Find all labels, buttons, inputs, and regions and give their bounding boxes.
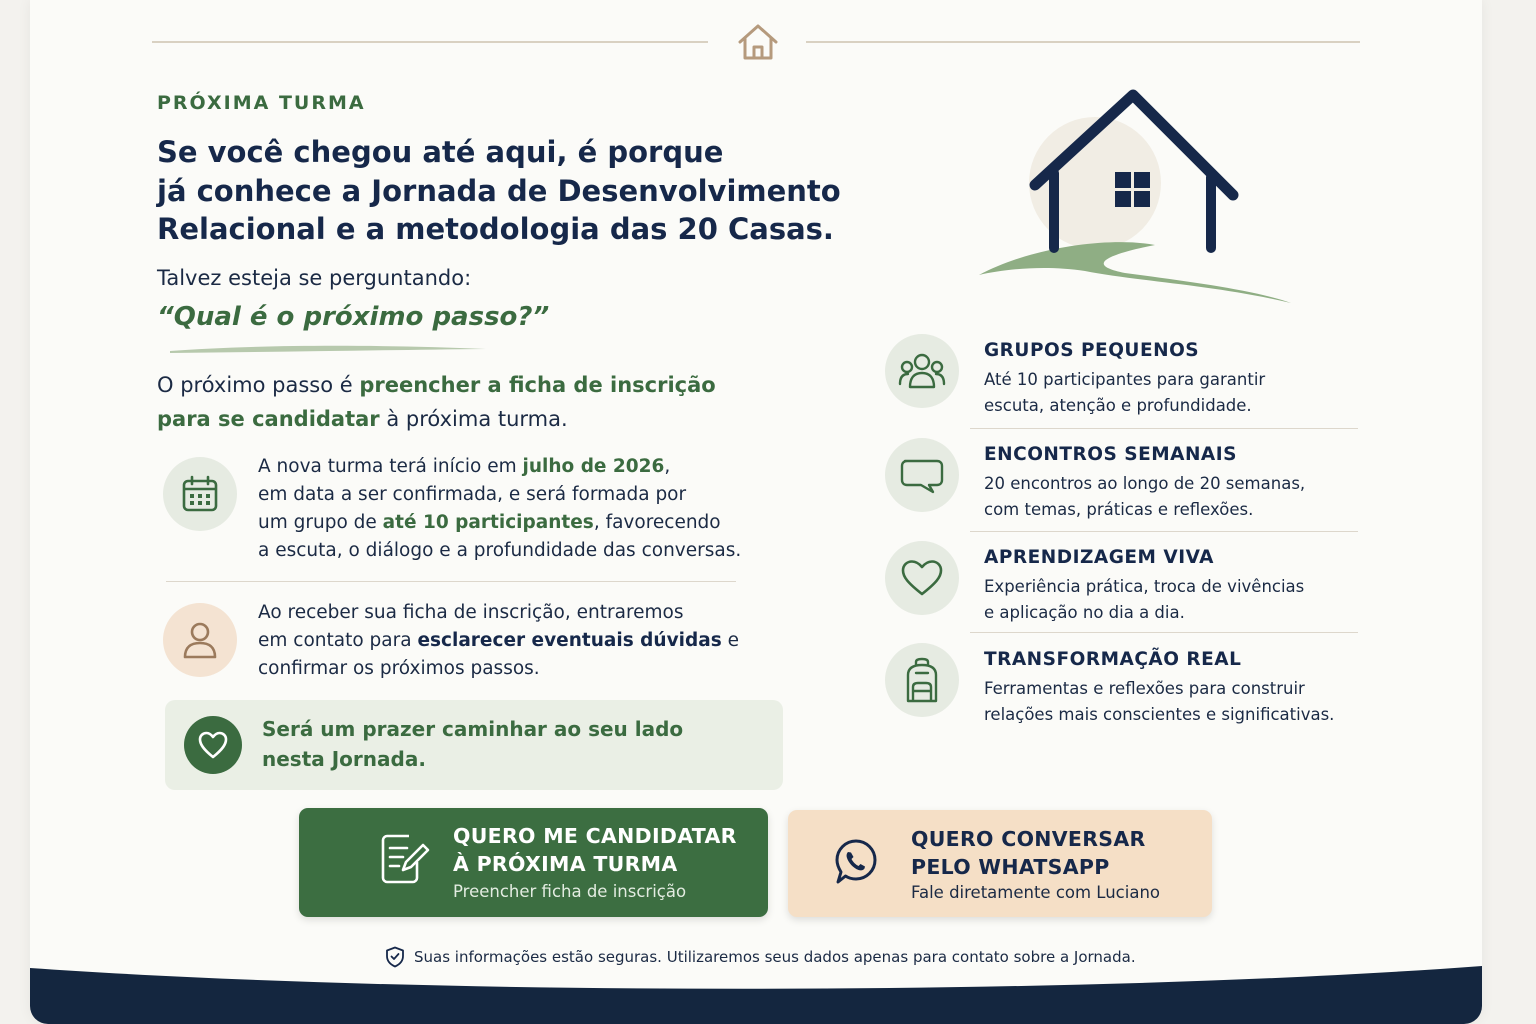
closing-message-box [165, 700, 783, 790]
heart-outline-icon-circle [885, 541, 959, 615]
privacy-text: Suas informações estão seguras. Utilizaremos seus dados apenas para contato sobre a Jornada. [414, 948, 1136, 966]
brush-underline [168, 342, 488, 356]
feature-description-line: e aplicação no dia a dia. [984, 602, 1185, 622]
feature-description-line: Ferramentas e reflexões para construir [984, 679, 1305, 698]
apply-button-title-line: À PRÓXIMA TURMA [453, 852, 678, 876]
question-text: “Qual é o próximo passo?” [157, 302, 550, 332]
feature-description [984, 471, 1305, 522]
person-icon-circle [163, 603, 237, 677]
top-divider-right [806, 41, 1360, 43]
apply-button-title-line: QUERO ME CANDIDATAR [453, 824, 737, 848]
start-info-line: a escuta, o diálogo e a profundidade das conversas. [258, 540, 742, 561]
next-step-suffix: à próxima turma. [379, 407, 568, 431]
feature-description [984, 574, 1304, 625]
feature-description-line: com temas, práticas e reflexões. [984, 499, 1254, 519]
whatsapp-button-subtitle: Fale diretamente com Luciano [911, 883, 1160, 902]
calendar-icon-circle [163, 457, 237, 531]
feature-description-line: 20 encontros ao longo de 20 semanas, [984, 474, 1306, 493]
feature-description-line: escuta, atenção e profundidade. [984, 395, 1252, 415]
heart-outline-icon [900, 558, 944, 598]
contact-info-line: confirmar os próximos passos. [258, 658, 540, 679]
feature-title: TRANSFORMAÇÃO REAL [984, 649, 1242, 670]
feature-description-line: relações mais conscientes e significativas. [984, 704, 1335, 724]
next-step-prefix: O próximo passo é [157, 373, 360, 397]
page-card [30, 0, 1482, 1024]
group-icon [898, 351, 946, 391]
whatsapp-button-title-line: PELO WHATSAPP [911, 855, 1110, 879]
feature-divider [970, 632, 1358, 633]
headline-line: Relacional e a metodologia das 20 Casas. [157, 212, 834, 246]
backpack-icon [902, 657, 942, 703]
heart-icon-circle [184, 716, 242, 774]
start-info-fragment: , [664, 456, 671, 477]
start-info-fragment: A nova turma terá início em [258, 456, 523, 477]
headline-line: já conhece a Jornada de Desenvolvimento [157, 173, 841, 208]
feature-description [984, 367, 1265, 418]
start-info-line: em data a ser confirmada, e será formada por [258, 484, 687, 505]
chat-bubbles-icon [899, 455, 945, 495]
start-info-line [258, 453, 758, 481]
feature-title: GRUPOS PEQUENOS [984, 340, 1200, 361]
closing-line: nesta Jornada. [262, 747, 426, 771]
feature-description-line: Até 10 participantes para garantir [984, 370, 1266, 389]
calendar-icon [181, 475, 219, 513]
feature-description-line: Experiência prática, troca de vivências [984, 577, 1305, 596]
apply-button[interactable] [299, 808, 768, 917]
group-icon-circle [885, 334, 959, 408]
participants-highlight: até 10 participantes [382, 512, 594, 533]
top-divider-left [152, 41, 708, 43]
next-step-text [157, 368, 757, 436]
start-date-highlight: julho de 2026 [522, 456, 665, 477]
headline [157, 133, 857, 249]
start-info-fragment: um grupo de [258, 512, 383, 533]
section-eyebrow: PRÓXIMA TURMA [157, 92, 366, 114]
contact-info-fragment: e [721, 630, 739, 651]
whatsapp-button-title [911, 825, 1146, 881]
lead-text: Talvez esteja se perguntando: [157, 266, 472, 290]
apply-button-subtitle: Preencher ficha de inscrição [453, 882, 687, 901]
whatsapp-icon [830, 837, 882, 889]
headline-line: Se você chegou até aqui, é porque [157, 135, 724, 169]
next-step-highlight: preencher a ficha de inscrição [359, 373, 716, 397]
contact-info-line: Ao receber sua ficha de inscrição, entraremos [258, 602, 684, 623]
contact-info-fragment: em contato para [258, 630, 418, 651]
whatsapp-button-title-line: QUERO CONVERSAR [911, 827, 1146, 851]
feature-divider [970, 531, 1358, 532]
feature-description [984, 676, 1334, 727]
contact-info-bold: esclarecer eventuais dúvidas [417, 630, 722, 651]
start-info-fragment: , favorecendo [593, 512, 721, 533]
whatsapp-button[interactable] [788, 810, 1212, 917]
house-outline-icon [735, 20, 781, 64]
person-icon [181, 620, 219, 660]
house-illustration [975, 85, 1295, 305]
info-divider [166, 581, 736, 582]
footer-wave [30, 962, 1482, 1024]
contact-info-line [258, 627, 758, 655]
closing-line: Será um prazer caminhar ao seu lado [262, 717, 684, 741]
feature-divider [970, 428, 1358, 429]
backpack-icon-circle [885, 643, 959, 717]
apply-button-title [453, 822, 737, 878]
form-pen-icon [379, 832, 433, 886]
contact-info-text [258, 599, 758, 683]
closing-text [262, 714, 683, 774]
chat-bubbles-icon-circle [885, 438, 959, 512]
next-step-highlight: para se candidatar [157, 407, 380, 431]
feature-title: APRENDIZAGEM VIVA [984, 547, 1214, 568]
heart-icon [197, 730, 229, 760]
start-info-text [258, 453, 758, 565]
feature-title: ENCONTROS SEMANAIS [984, 444, 1237, 465]
start-info-line [258, 509, 758, 537]
